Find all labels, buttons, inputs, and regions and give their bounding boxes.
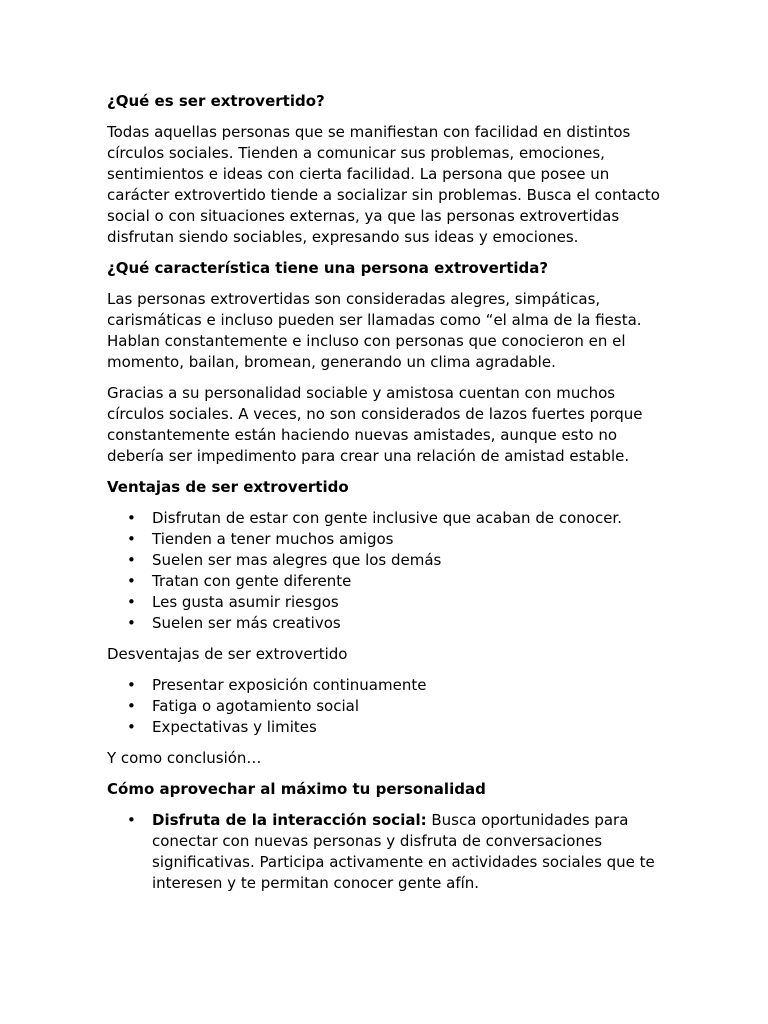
document-page	[107, 91, 667, 904]
bullet-icon: •	[127, 572, 136, 590]
bullet-icon: •	[127, 697, 136, 715]
heading-caracteristica: ¿Qué característica tiene una persona extrovertida?	[107, 259, 549, 277]
ventajas-list	[107, 508, 667, 634]
heading-que-es: ¿Qué es ser extrovertido?	[107, 92, 325, 110]
list-item-text: Suelen ser mas alegres que los demás	[152, 551, 442, 569]
list-item-text: Les gusta asumir riesgos	[152, 593, 339, 611]
paragraph-circulos-sociales: Gracias a su personalidad sociable y amistosa cuentan con muchos círculos sociales. A veces, no son considerados de lazos fuertes porque constantemente están haciendo nuevas amistades, aunque esto no debería ser impedimento para crear una relación de amistad estable.	[107, 384, 643, 465]
list-item	[107, 696, 667, 717]
tip-text: Busca oportunidades para conectar con nuevas personas y disfruta de conversaciones significativas. Participa activamente en actividades sociales que te interesen y te permitan conocer gente afín.	[152, 811, 655, 892]
list-item-text: Suelen ser más creativos	[152, 614, 341, 632]
list-item	[107, 529, 667, 550]
paragraph-conclusion: Y como conclusión…	[107, 749, 262, 767]
tips-list	[107, 810, 667, 894]
list-item	[107, 675, 667, 696]
bullet-icon: •	[127, 551, 136, 569]
list-item-text: Fatiga o agotamiento social	[152, 697, 359, 715]
list-item-text: Expectativas y limites	[152, 718, 317, 736]
list-item-text: Tratan con gente diferente	[152, 572, 352, 590]
list-item	[107, 550, 667, 571]
list-item	[107, 810, 667, 894]
list-item	[107, 592, 667, 613]
list-item	[107, 571, 667, 592]
desventajas-list	[107, 675, 667, 738]
tip-title: Disfruta de la interacción social:	[152, 811, 427, 829]
list-item-text: Presentar exposición continuamente	[152, 676, 427, 694]
list-item	[107, 508, 667, 529]
paragraph-definicion: Todas aquellas personas que se manifiestan con facilidad en distintos círculos sociales. Tienden a comunicar sus problemas, emociones, sentimientos e ideas con cierta facilidad. La persona que posee un carácter extrovertido tiende a socializar sin problemas. Busca el contacto social o con situaciones externas, ya que las personas extrovertidas disfrutan siendo sociables, expresando sus ideas y emociones.	[107, 123, 660, 246]
paragraph-caracteristicas: Las personas extrovertidas son consideradas alegres, simpáticas, carismáticas e incluso pueden ser llamadas como “el alma de la fiesta. Hablan constantemente e incluso con personas que conocieron en el momento, bailan, bromean, generando un clima agradable.	[107, 290, 642, 371]
bullet-icon: •	[127, 614, 136, 632]
bullet-icon: •	[127, 676, 136, 694]
heading-aprovechar: Cómo aprovechar al máximo tu personalidad	[107, 780, 486, 798]
bullet-icon: •	[127, 718, 136, 736]
bullet-icon: •	[127, 593, 136, 611]
paragraph-desventajas-title: Desventajas de ser extrovertido	[107, 645, 348, 663]
list-item	[107, 613, 667, 634]
list-item	[107, 717, 667, 738]
heading-ventajas: Ventajas de ser extrovertido	[107, 478, 349, 496]
bullet-icon: •	[127, 530, 136, 548]
list-item-text: Disfrutan de estar con gente inclusive que acaban de conocer.	[152, 509, 622, 527]
bullet-icon: •	[127, 811, 136, 829]
list-item-text: Tienden a tener muchos amigos	[152, 530, 394, 548]
bullet-icon: •	[127, 509, 136, 527]
